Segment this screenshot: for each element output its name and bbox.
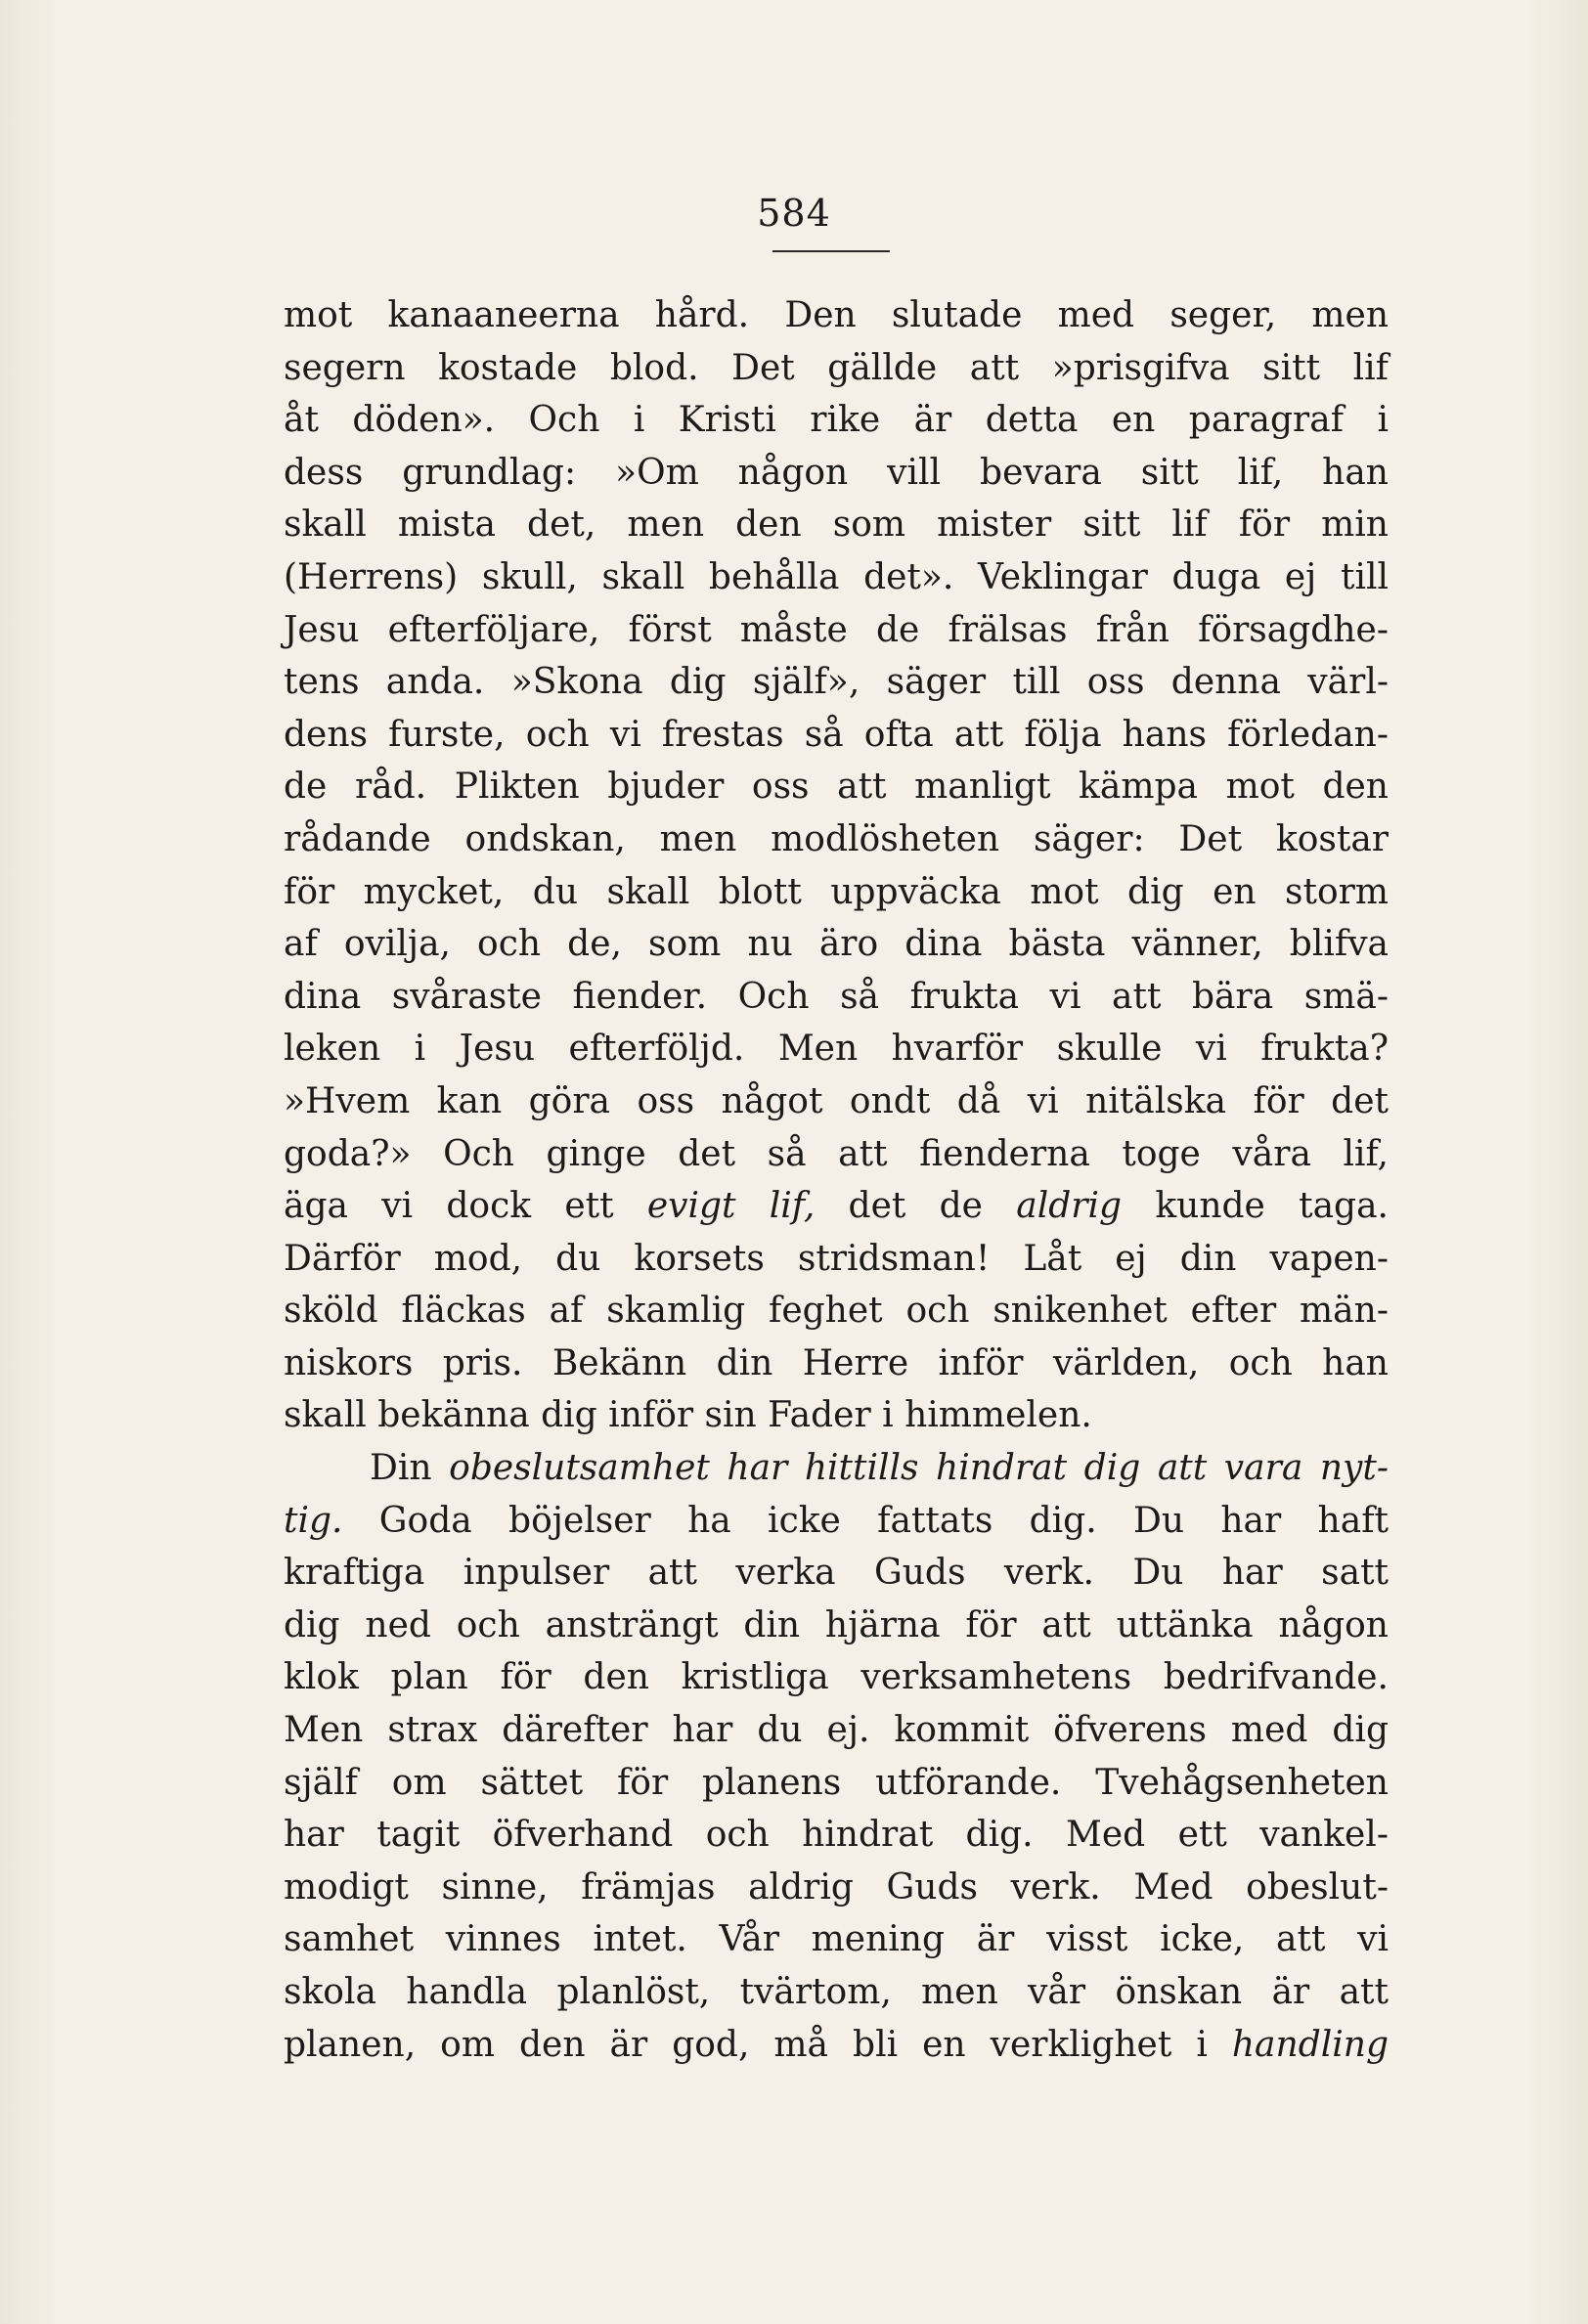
text-line: dess grundlag: »Om någon vill bevara sitt lif, han	[284, 452, 1389, 493]
text-line: skall mista det, men den som mister sitt lif för min	[284, 504, 1389, 546]
text-line: tens anda. »Skona dig själf», säger till oss denna värl-	[284, 662, 1389, 703]
text-line: de råd. Plikten bjuder oss att manligt kämpa mot den	[284, 767, 1389, 808]
text-line: har tagit öfverhand och hindrat dig. Med ett vankel-	[284, 1815, 1389, 1856]
text-line: rådande ondskan, men modlösheten säger: Det kostar	[284, 818, 1389, 859]
text-line: mot kanaaneerna hård. Den slutade med seger, men	[284, 295, 1389, 335]
text-line: kraftiga inpulser att verka Guds verk. Du har satt	[284, 1553, 1389, 1594]
italic-text: evigt lif,	[646, 1186, 816, 1227]
italic-text: obeslutsamhet har hittills hindrat dig att vara nyt-	[449, 1448, 1390, 1489]
text-line: »Hvem kan göra oss något ondt då vi nitälska för det	[284, 1080, 1389, 1121]
text-line: klok plan för den kristliga verksamhetens bedrifvande.	[284, 1657, 1389, 1698]
text-line: af ovilja, och de, som nu äro dina bästa vänner, blifva	[284, 924, 1389, 965]
text-line: åt döden». Och i Kristi rike är detta en paragraf i	[284, 400, 1389, 441]
text-line	[284, 1495, 1389, 1548]
text-line: dens furste, och vi frestas så ofta att följa hans förledan-	[284, 714, 1389, 755]
text-line: Därför mod, du korsets stridsman! Låt ej din vapen-	[284, 1238, 1389, 1279]
italic-text: tig.	[284, 1500, 343, 1541]
text-line: själf om sättet för planens utförande. Tvehågsenheten	[284, 1762, 1389, 1803]
italic-text: handling	[1231, 2024, 1389, 2065]
text-line: skola handla planlöst, tvärtom, men vår önskan är att	[284, 1972, 1389, 2012]
text-line: goda?» Och ginge det så att fienderna toge våra lif,	[284, 1133, 1389, 1174]
text-line: Jesu efterföljare, först måste de frälsas från försagdhe-	[284, 609, 1389, 650]
text-span: Goda böjelser ha icke fattats dig. Du har haft	[342, 1500, 1389, 1541]
page-number-rule	[772, 250, 890, 252]
text-line	[284, 2019, 1389, 2072]
text-span: planen, om den är god, må bli en verklighet i	[284, 2024, 1232, 2065]
text-line: dina svåraste fiender. Och så frukta vi att bära smä-	[284, 976, 1389, 1017]
text-line: niskors pris. Bekänn din Herre inför världen, och han	[284, 1342, 1389, 1383]
text-line: (Herrens) skull, skall behålla det». Veklingar duga ej till	[284, 556, 1389, 597]
text-line: Men strax därefter har du ej. kommit öfverens med dig	[284, 1710, 1389, 1751]
body-text	[284, 289, 1389, 2071]
text-line: dig ned och ansträngt din hjärna för att uttänka någon	[284, 1604, 1389, 1645]
text-span: det de	[815, 1186, 1017, 1227]
text-line: skall bekänna dig inför sin Fader i himmelen.	[284, 1395, 1092, 1436]
italic-text: aldrig	[1016, 1186, 1123, 1227]
text-line	[284, 1442, 1389, 1495]
page-number: 584	[757, 192, 831, 235]
text-span: Din	[370, 1448, 450, 1489]
text-span: äga vi dock ett	[284, 1186, 647, 1227]
text-line: samhet vinnes intet. Vår mening är visst icke, att vi	[284, 1919, 1389, 1960]
text-line	[284, 1180, 1389, 1233]
text-span: kunde taga.	[1122, 1186, 1389, 1227]
text-line: leken i Jesu efterföljd. Men hvarför skulle vi frukta?	[284, 1029, 1389, 1070]
text-line: sköld fläckas af skamlig feghet och snikenhet efter män-	[284, 1291, 1389, 1332]
text-line: segern kostade blod. Det gällde att »prisgifva sitt lif	[284, 347, 1389, 388]
text-line: modigt sinne, främjas aldrig Guds verk. Med obeslut-	[284, 1866, 1389, 1907]
text-line: för mycket, du skall blott uppväcka mot dig en storm	[284, 871, 1389, 912]
